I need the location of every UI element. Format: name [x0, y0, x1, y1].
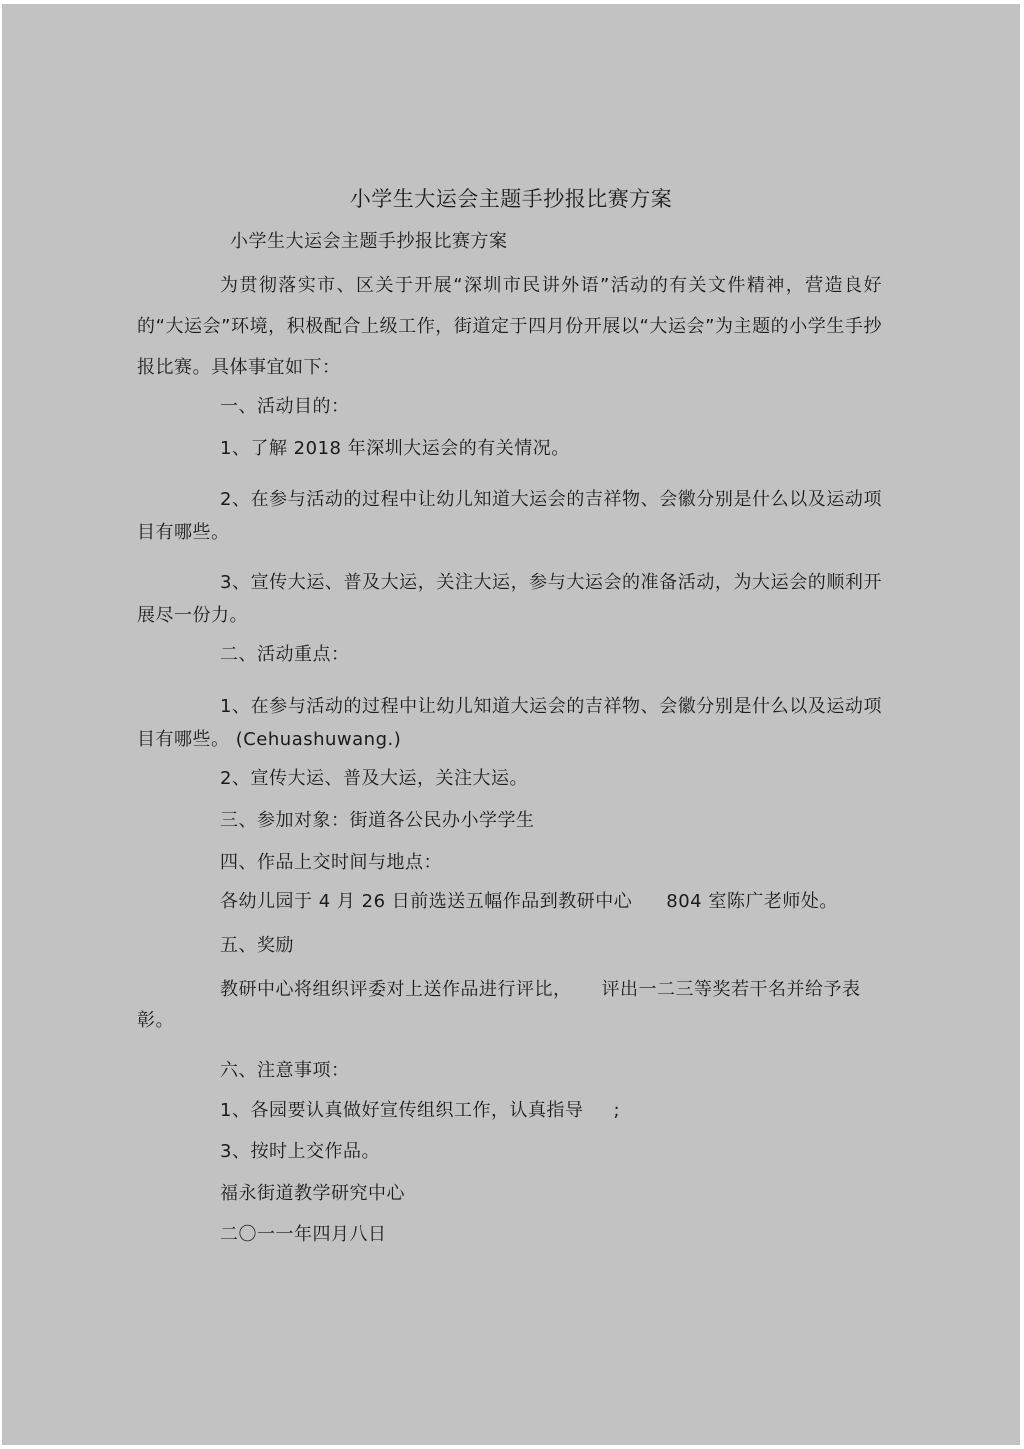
section-heading-purpose: 一、活动目的： [220, 396, 350, 417]
document-title: 小学生大运会主题手抄报比赛方案 [349, 187, 673, 211]
purpose-item-1: 1、了解 2018 年深圳大运会的有关情况。 [220, 438, 570, 459]
submission-details-part-a: 各幼儿园于 4 月 26 日前选送五幅作品到教研中心 [220, 891, 633, 912]
focus-item-2: 2、宣传大运、普及大运，关注大运。 [220, 768, 528, 789]
purpose-item-3: 3、宣传大运、普及大运，关注大运，参与大运会的准备活动，为大运会的顺利开展尽一份力。 [137, 572, 882, 626]
note-item-1-punct: ; [613, 1100, 621, 1121]
signature-date: 二〇一一年四月八日 [220, 1224, 387, 1245]
submission-details-part-b: 804 室陈广老师处。 [666, 891, 838, 912]
section-heading-submission: 四、作品上交时间与地点： [220, 852, 442, 873]
awards-part-b: 评出一二三等奖若干名并给予表彰。 [137, 979, 861, 1031]
note-item-3: 3、按时上交作品。 [220, 1141, 380, 1162]
note-item-1 [220, 1099, 620, 1123]
section-heading-notes: 六、注意事项： [220, 1060, 350, 1081]
focus-item-1: 1、在参与活动的过程中让幼儿知道大运会的吉祥物、会徽分别是什么以及运动项目有哪些。 (Cehuashuwang.) [137, 696, 882, 750]
document-page [2, 4, 1020, 1445]
awards-paragraph [137, 974, 882, 1036]
document-subtitle: 小学生大运会主题手抄报比赛方案 [230, 231, 508, 252]
note-item-1-text: 1、各园要认真做好宣传组织工作，认真指导 [220, 1100, 584, 1121]
purpose-item-2: 2、在参与活动的过程中让幼儿知道大运会的吉祥物、会徽分别是什么以及运动项目有哪些。 [137, 489, 882, 543]
signature-organization: 福永街道教学研究中心 [220, 1183, 405, 1204]
section-heading-awards: 五、奖励 [220, 935, 294, 956]
awards-part-a: 教研中心将组织评委对上送作品进行评比， [220, 979, 572, 1000]
section-participants: 三、参加对象：街道各公民办小学学生 [220, 810, 535, 831]
intro-paragraph: 为贯彻落实市、区关于开展“深圳市民讲外语”活动的有关文件精神，营造良好的“大运会”环境，积极配合上级工作，街道定于四月份开展以“大运会”为主题的小学生手抄报比赛。具体事宜如下： [137, 275, 882, 378]
submission-details [220, 890, 838, 914]
section-heading-focus: 二、活动重点： [220, 644, 350, 665]
